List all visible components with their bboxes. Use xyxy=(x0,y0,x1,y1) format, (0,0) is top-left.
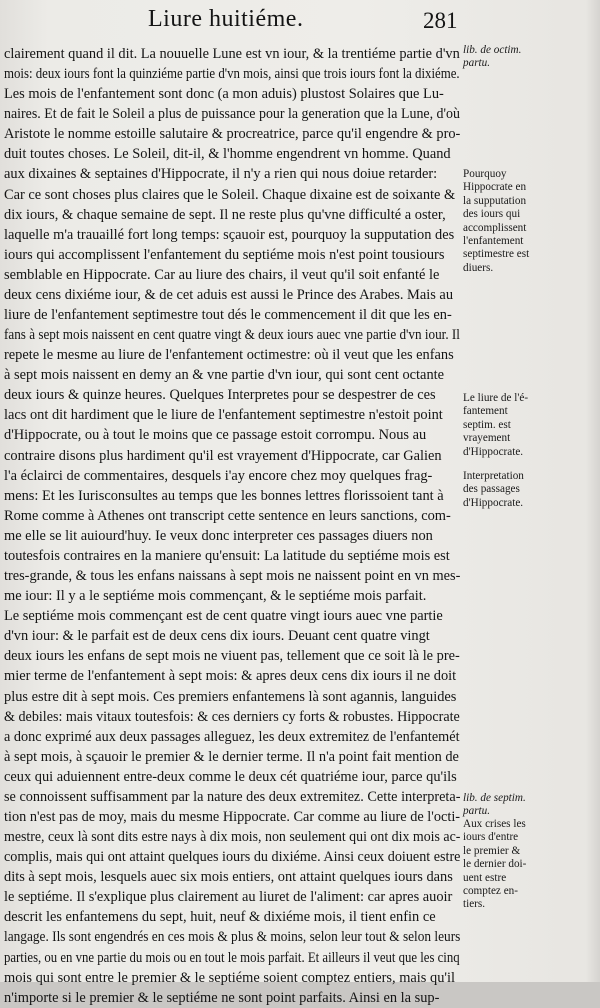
margin-note: lib. de septim. partu. xyxy=(463,792,526,818)
text-line: me elle se lit auiourd'huy. Ie veux donc interpreter ces passages diuers non xyxy=(4,527,433,544)
running-title: Liure huitiéme. xyxy=(148,6,304,32)
text-line: Le septiéme mois commençant est de cent quatre vingt iours auec vne partie xyxy=(4,608,443,625)
margin-note: Interpretation des passages d'Hippocrate. xyxy=(463,470,524,509)
text-line: n'importe si le premier & le septiéme ne sont point parfaits. Ainsi en la sup- xyxy=(4,989,440,1006)
text-line: & debiles: mais vitaux toutesfois: & ces derniers cy forts & robustes. Hippocrate xyxy=(4,708,460,725)
text-line: parties, ou en vne partie du mois ou en tout le mois parfait. Et ailleurs il veut que les cinq xyxy=(4,949,460,966)
text-line: contraire disons plus hardiment qu'il est vrayement d'Hippocrate, car Galien xyxy=(4,447,442,464)
text-line: mois: deux iours font la quinziéme partie d'vn mois, ainsi que trois iours font la dixiéme. xyxy=(4,66,460,83)
body-text xyxy=(4,44,460,1008)
text-line: me iour: Il y a le septiéme mois commençant, & le septiéme mois parfait. xyxy=(4,588,427,605)
text-line: à sept mois, à sçauoir le premier & le dernier terme. Il n'a point fait mention de xyxy=(4,748,459,765)
text-line: l'a éclairci de commentaires, desquels i'ay encore chez moy quelques frag- xyxy=(4,467,433,484)
text-line: iours qui accomplissent l'enfantement du septiéme mois n'est point tousiours xyxy=(4,246,445,263)
text-line: Rome comme à Athenes ont transcript cette sentence en leurs sanctions, com- xyxy=(4,507,451,524)
text-line: d'Hippocrate, ou à tout le moins que ce passage estoit corrompu. Nous au xyxy=(4,427,427,444)
margin-note: Le liure de l'é- fantement septim. est vrayement d'Hippocrate. xyxy=(463,392,529,458)
text-line: lacs ont dit hardiment que le liure de l'enfantement septimestre n'estoit point xyxy=(4,407,443,424)
page-number: 281 xyxy=(423,8,458,33)
text-line: laquelle m'a trauaillé fort long temps: sçauoir est, pourquoy la supputation des xyxy=(4,226,455,243)
text-line: Les mois de l'enfantement sont donc (a mon aduis) plustost Solaires que Lu- xyxy=(4,86,444,103)
text-line: deux iours les enfans de sept mois ne viuent pas, tellement que ce soit là le pre- xyxy=(4,648,460,665)
margin-note: lib. de octim. partu. xyxy=(463,44,522,70)
text-line: toutesfois contraires en la maniere qu'ensuit: La latitude du septiéme mois est xyxy=(4,547,450,564)
text-line: mestre, ceux là sont dits estre nays à dix mois, non seulement qui ont dix mois ac- xyxy=(4,829,460,846)
text-line: aux dixaines & septaines d'Hippocrate, il n'y a rien qui nous doiue retarder: xyxy=(4,166,438,183)
text-line: repete le mesme au liure de l'enfantement octimestre: où il veut que les enfans xyxy=(4,347,454,364)
text-line: dits à sept mois, lesquels auec six mois entiers, ont attaint quelques iours dans xyxy=(4,869,453,886)
text-line: liure de l'enfantement septimestre tout dés le commencement il dit que les en- xyxy=(4,307,452,324)
page-edge-shadow xyxy=(586,0,600,982)
text-line: clairement quand il dit. La nouuelle Lune est vn iour, & la trentiéme partie d'vn xyxy=(4,46,460,62)
text-line: mois qui sont entre le premier & le septiéme soient comptez entiers, mais qu'il xyxy=(4,969,455,986)
text-line: mens: Et les Iurisconsultes au temps que les bonnes lettres florissoient tant à xyxy=(4,487,444,504)
text-line: plus estre dit à sept mois. Ces premiers enfantemens là sont agannis, languides xyxy=(4,688,457,705)
text-line: se connoissent suffisamment par la nature des deux extremitez. Cette interpreta- xyxy=(4,788,460,805)
text-line: ceux qui aduiennent entre-deux comme le deux cét quatriéme iour, parce qu'ils xyxy=(4,768,457,785)
text-line: fans à sept mois naissent en cent quatre vingt & deux iours auec vne partie d'vn iour. Il xyxy=(4,327,460,344)
text-line: langage. Ils sont engendrés en ces mois & plus & moins, selon leur tout & selon leurs xyxy=(4,929,460,946)
text-line: deux cens dixiéme iour, & de cet aduis est aussi le Prince des Arabes. Mais au xyxy=(4,286,454,303)
margin-note: Aux crises les iours d'entre le premier & le dernier doi- uent estre comptez en- tiers. xyxy=(463,818,527,911)
text-line: dix iours, & chaque semaine de sept. Il ne reste plus qu'vne difficulté a oster, xyxy=(4,206,446,223)
text-line: d'vn iour: & le parfait est de deux cens dix iours. Deuant cent quatre vingt xyxy=(4,628,430,645)
margin-note: Pourquoy Hippocrate en la supputation des iours qui accomplissent l'enfantement septimestre est diuers. xyxy=(463,168,530,274)
text-line: duit toutes choses. Le Soleil, dit-il, & l'homme engendrent vn homme. Quand xyxy=(4,146,451,163)
text-line: descrit les enfantemens du sept, huit, neuf & dixiéme mois, il tient enfin ce xyxy=(4,909,436,926)
text-line: naires. Et de fait le Soleil a plus de puissance pour la generation que la Lune, d'où xyxy=(4,106,460,123)
text-line: complis, mais qui ont attaint quelques iours du dixiéme. Ainsi ceux doiuent estre xyxy=(4,849,461,866)
text-line: a donc exprimé aux deux passages alleguez, les deux extremitez de l'enfantemét xyxy=(4,728,460,745)
text-line: deux iours & quinze heures. Quelques Interpretes pour se despestrer de ces xyxy=(4,387,436,404)
text-line: tres-grande, & tous les enfans naissans à sept mois ne naissent point en vn mes- xyxy=(4,568,460,585)
text-line: mier terme de l'enfantement à sept mois: & apres deux cens dix iours il ne doit xyxy=(4,668,457,685)
text-line: Aristote le nomme estoille salutaire & procreatrice, parce qu'il engendre & pro- xyxy=(4,126,460,143)
text-line: Car ce sont choses plus claires que le Soleil. Chaque dixaine est de soixante & xyxy=(4,186,456,203)
text-line: à sept mois naissent en demy an & vne partie d'vn iour, qui sont cent octante xyxy=(4,367,445,384)
text-line: le septiéme. Il s'explique plus clairement au liuret de l'aliment: car apres auoir xyxy=(4,889,453,906)
text-line: semblable en Hippocrate. Car au liure des chairs, il veut qu'il soit enfanté le xyxy=(4,266,440,283)
text-line: tion n'est pas de moy, mais du mesme Hippocrate. Car comme au liure de l'octi- xyxy=(4,808,461,825)
margin-notes xyxy=(463,0,600,982)
